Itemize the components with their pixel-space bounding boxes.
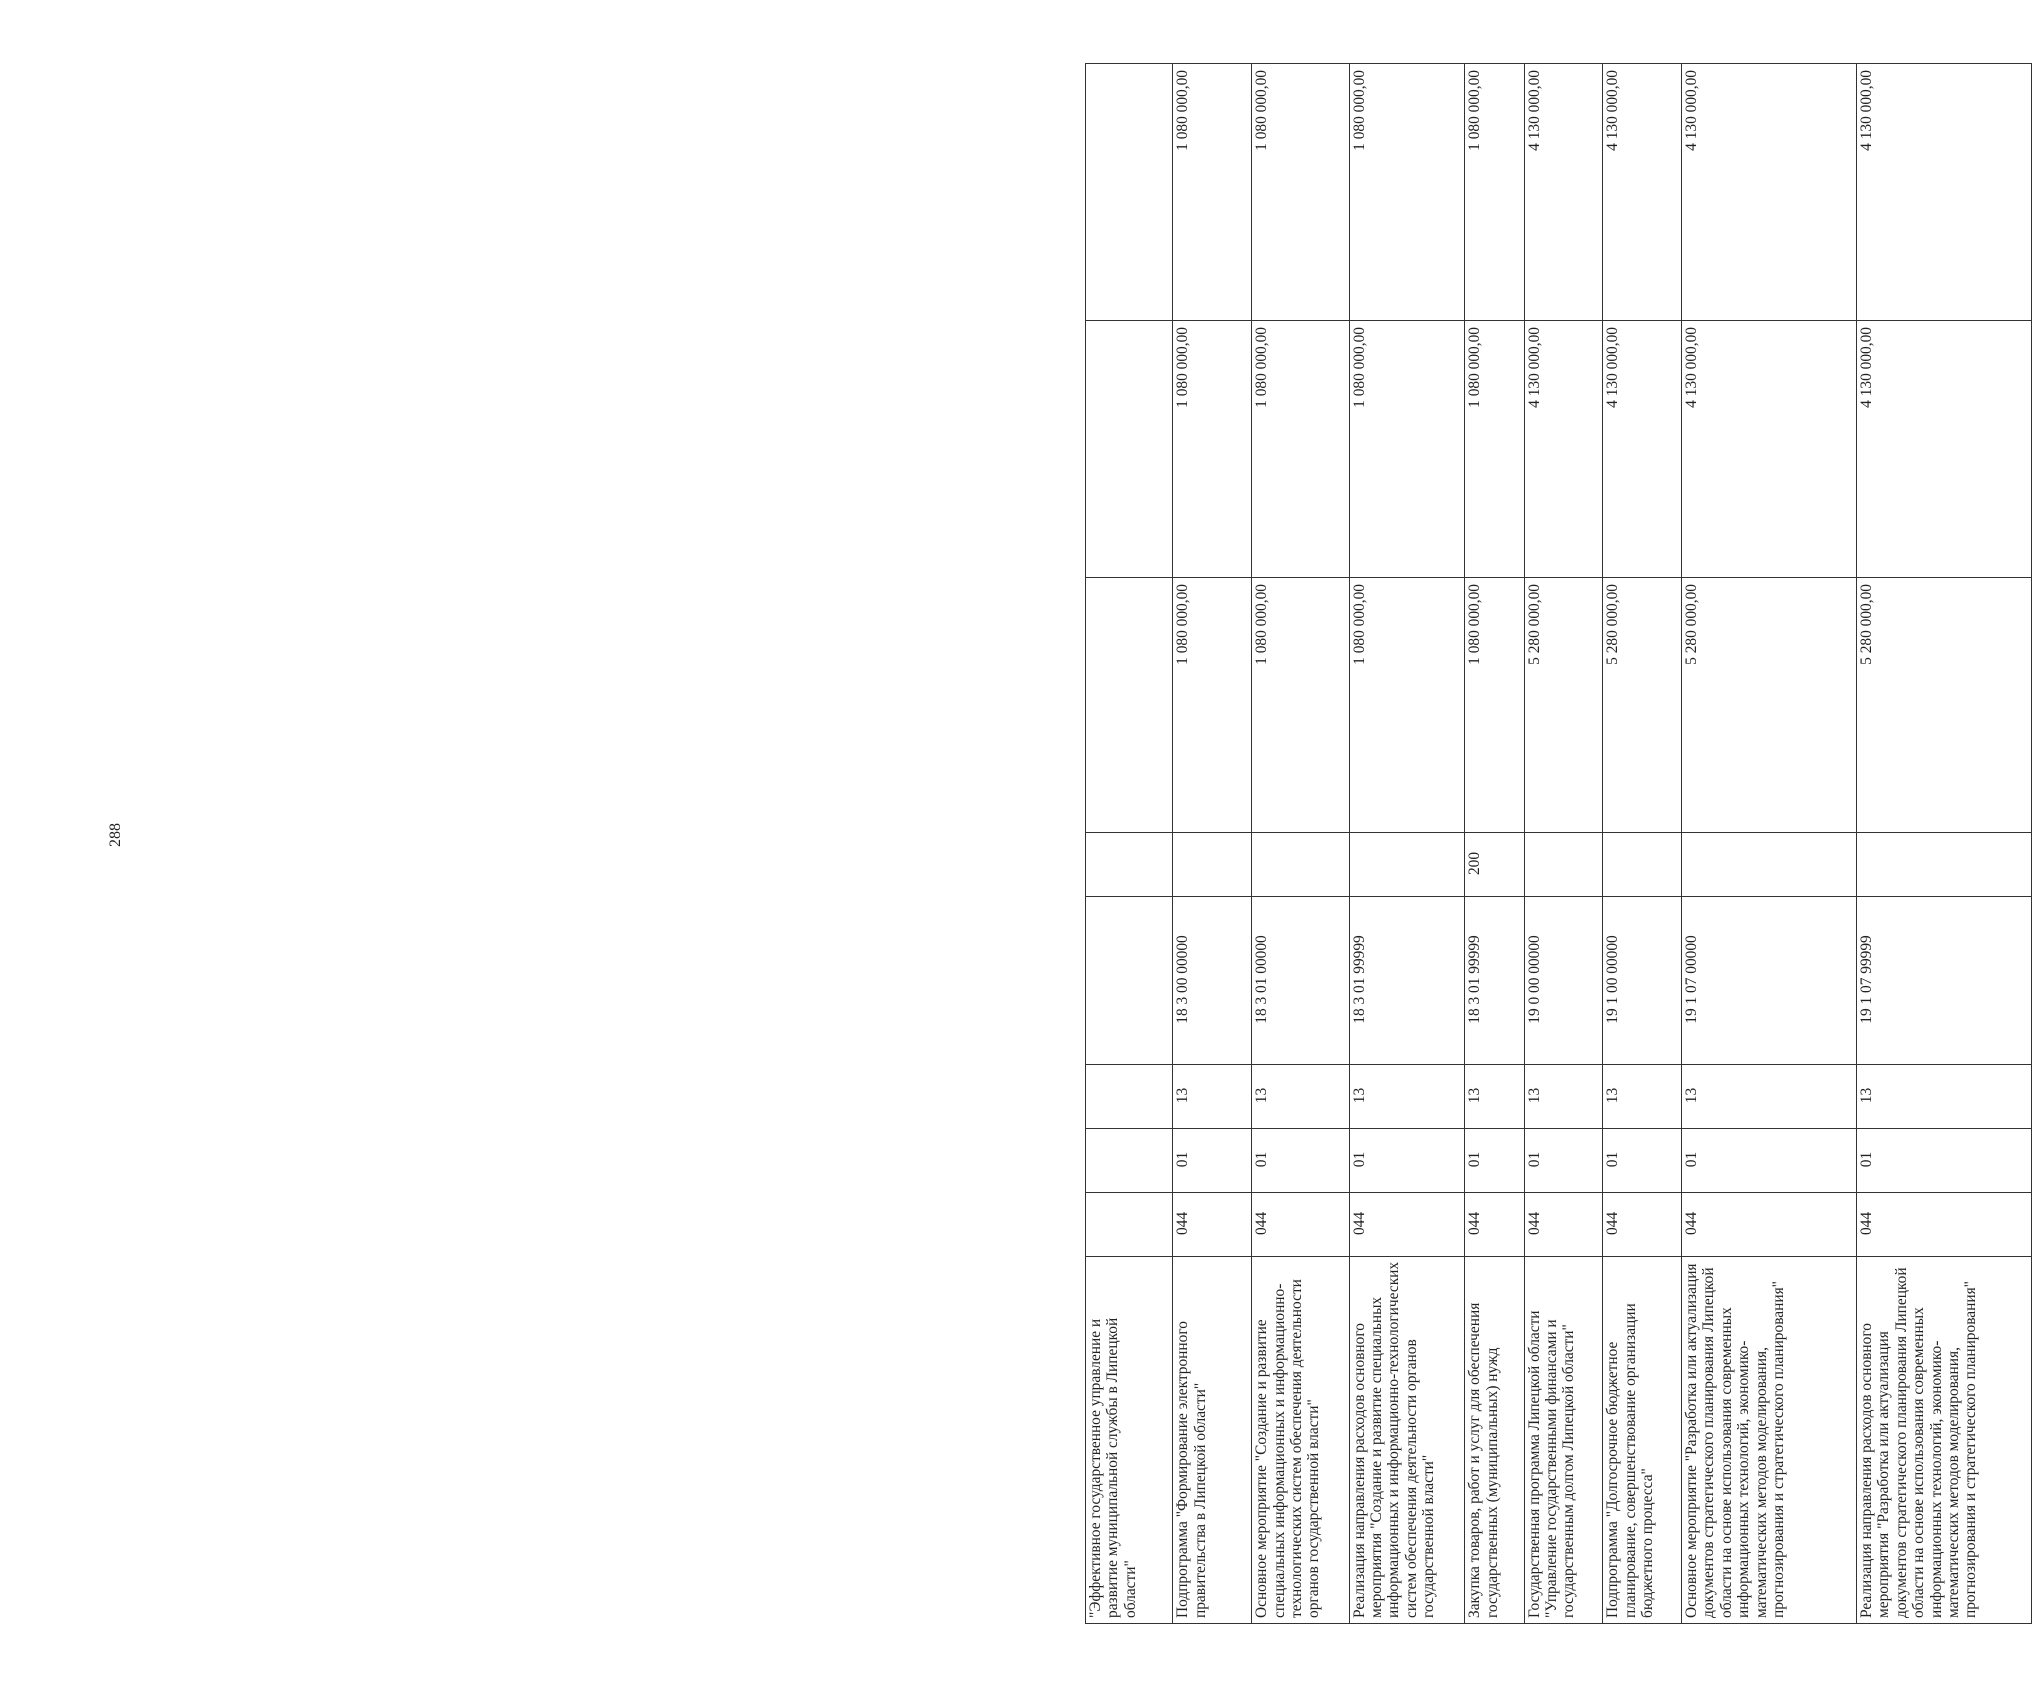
cell-target-article: 18 3 01 99999 xyxy=(1349,897,1465,1065)
table-row xyxy=(1252,64,1349,1624)
cell-amount-year-1: 5 280 000,00 xyxy=(1681,578,1856,833)
cell-expense-type xyxy=(1524,833,1603,897)
cell-target-article: 19 1 00 00000 xyxy=(1603,897,1682,1065)
cell-amount-year-3: 1 080 000,00 xyxy=(1465,64,1524,321)
rotated-table-container xyxy=(1085,64,2032,1624)
cell-section: 01 xyxy=(1856,1129,2031,1193)
cell-amount-year-2: 1 080 000,00 xyxy=(1252,321,1349,578)
cell-subsection: 13 xyxy=(1465,1065,1524,1129)
cell-name: Реализация направления расходов основного мероприятия "Разработка или актуализация документов стратегического планирования Липецкой области на основе использования современных информационных технологий, экономико-математических методов моделирования, прогнозирования и стратегического планирования" xyxy=(1856,1257,2031,1624)
cell-amount-year-2 xyxy=(1086,321,1173,578)
table-row xyxy=(1349,64,1465,1624)
cell-expense-type xyxy=(1349,833,1465,897)
cell-target-article: 18 3 00 00000 xyxy=(1173,897,1252,1065)
cell-amount-year-3 xyxy=(1086,64,1173,321)
cell-amount-year-2: 4 130 000,00 xyxy=(1681,321,1856,578)
cell-subsection: 13 xyxy=(1173,1065,1252,1129)
cell-subsection: 13 xyxy=(1603,1065,1682,1129)
cell-subsection: 13 xyxy=(1681,1065,1856,1129)
cell-expense-type: 200 xyxy=(1465,833,1524,897)
table-body xyxy=(1086,64,2032,1624)
cell-amount-year-3: 4 130 000,00 xyxy=(1524,64,1603,321)
cell-section xyxy=(1086,1129,1173,1193)
cell-admin-code: 044 xyxy=(1252,1193,1349,1257)
cell-admin-code: 044 xyxy=(1173,1193,1252,1257)
cell-name: Подпрограмма "Формирование электронного правительства в Липецкой области" xyxy=(1173,1257,1252,1624)
cell-name: Государственная программа Липецкой области "Управление государственными финансами и государственным долгом Липецкой области" xyxy=(1524,1257,1603,1624)
cell-section: 01 xyxy=(1603,1129,1682,1193)
table-row xyxy=(1603,64,1682,1624)
budget-table xyxy=(1085,63,2032,1624)
cell-admin-code xyxy=(1086,1193,1173,1257)
cell-section: 01 xyxy=(1465,1129,1524,1193)
page-number: 288 xyxy=(107,823,124,847)
cell-target-article: 19 1 07 99999 xyxy=(1856,897,2031,1065)
cell-amount-year-2: 1 080 000,00 xyxy=(1173,321,1252,578)
cell-subsection: 13 xyxy=(1856,1065,2031,1129)
table-row xyxy=(1173,64,1252,1624)
cell-amount-year-2: 4 130 000,00 xyxy=(1524,321,1603,578)
cell-amount-year-3: 1 080 000,00 xyxy=(1349,64,1465,321)
cell-name: Реализация направления расходов основного мероприятия "Создание и развитие специальных информационных и информационно-технологических систем обеспечения деятельности органов государственной власти" xyxy=(1349,1257,1465,1624)
cell-subsection: 13 xyxy=(1349,1065,1465,1129)
cell-expense-type xyxy=(1252,833,1349,897)
cell-amount-year-2: 1 080 000,00 xyxy=(1465,321,1524,578)
cell-section: 01 xyxy=(1349,1129,1465,1193)
cell-expense-type xyxy=(1086,833,1173,897)
cell-target-article: 19 1 07 00000 xyxy=(1681,897,1856,1065)
cell-amount-year-1 xyxy=(1086,578,1173,833)
cell-section: 01 xyxy=(1681,1129,1856,1193)
cell-name: Закупка товаров, работ и услуг для обеспечения государственных (муниципальных) нужд xyxy=(1465,1257,1524,1624)
cell-name: Основное мероприятие "Создание и развитие специальных информационных и информационно-технологических систем обеспечения деятельности органов государственной власти" xyxy=(1252,1257,1349,1624)
table-row xyxy=(1681,64,1856,1624)
cell-admin-code: 044 xyxy=(1856,1193,2031,1257)
cell-admin-code: 044 xyxy=(1349,1193,1465,1257)
cell-expense-type xyxy=(1173,833,1252,897)
cell-amount-year-3: 4 130 000,00 xyxy=(1603,64,1682,321)
cell-amount-year-1: 5 280 000,00 xyxy=(1524,578,1603,833)
table-row xyxy=(1856,64,2031,1624)
cell-amount-year-1: 1 080 000,00 xyxy=(1173,578,1252,833)
cell-subsection: 13 xyxy=(1252,1065,1349,1129)
cell-amount-year-3: 4 130 000,00 xyxy=(1856,64,2031,321)
cell-admin-code: 044 xyxy=(1603,1193,1682,1257)
cell-target-article: 18 3 01 99999 xyxy=(1465,897,1524,1065)
cell-amount-year-3: 1 080 000,00 xyxy=(1252,64,1349,321)
cell-name: Основное мероприятие "Разработка или актуализация документов стратегического планирования Липецкой области на основе использования современных информационных технологий, экономико-математических методов моделирования, прогнозирования и стратегического планирования" xyxy=(1681,1257,1856,1624)
cell-target-article: 18 3 01 00000 xyxy=(1252,897,1349,1065)
cell-target-article: 19 0 00 00000 xyxy=(1524,897,1603,1065)
table-row xyxy=(1086,64,1173,1624)
cell-name: Подпрограмма "Долгосрочное бюджетное планирование, совершенствование организации бюджетного процесса" xyxy=(1603,1257,1682,1624)
cell-expense-type xyxy=(1856,833,2031,897)
cell-amount-year-1: 1 080 000,00 xyxy=(1465,578,1524,833)
cell-admin-code: 044 xyxy=(1681,1193,1856,1257)
cell-amount-year-3: 1 080 000,00 xyxy=(1173,64,1252,321)
table-row xyxy=(1524,64,1603,1624)
cell-section: 01 xyxy=(1252,1129,1349,1193)
cell-amount-year-3: 4 130 000,00 xyxy=(1681,64,1856,321)
cell-section: 01 xyxy=(1524,1129,1603,1193)
cell-target-article xyxy=(1086,897,1173,1065)
cell-amount-year-1: 5 280 000,00 xyxy=(1603,578,1682,833)
cell-subsection xyxy=(1086,1065,1173,1129)
table-row xyxy=(1465,64,1524,1624)
cell-subsection: 13 xyxy=(1524,1065,1603,1129)
cell-amount-year-2: 4 130 000,00 xyxy=(1603,321,1682,578)
cell-amount-year-2: 4 130 000,00 xyxy=(1856,321,2031,578)
cell-amount-year-2: 1 080 000,00 xyxy=(1349,321,1465,578)
cell-admin-code: 044 xyxy=(1524,1193,1603,1257)
cell-admin-code: 044 xyxy=(1465,1193,1524,1257)
cell-section: 01 xyxy=(1173,1129,1252,1193)
cell-expense-type xyxy=(1603,833,1682,897)
cell-amount-year-1: 1 080 000,00 xyxy=(1349,578,1465,833)
cell-amount-year-1: 1 080 000,00 xyxy=(1252,578,1349,833)
cell-name: "Эффективное государственное управление и развитие муниципальной службы в Липецкой области" xyxy=(1086,1257,1173,1624)
cell-amount-year-1: 5 280 000,00 xyxy=(1856,578,2031,833)
cell-expense-type xyxy=(1681,833,1856,897)
